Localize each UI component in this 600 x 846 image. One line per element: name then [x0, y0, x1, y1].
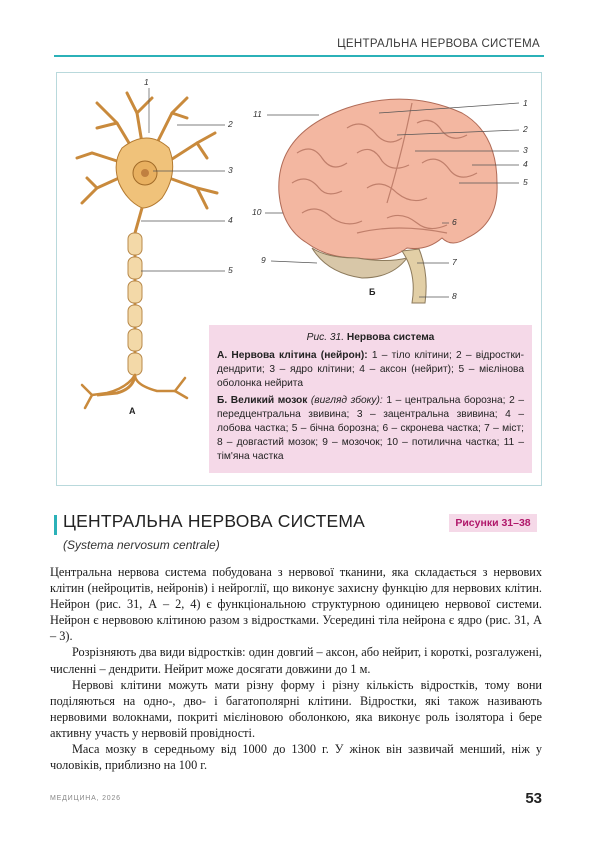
neuron-label-2: 2	[228, 119, 233, 129]
caption-part-b-text: 1 – центральна борозна; 2 – передцентральна звивина; 3 – зацентральна звивина; 4 – лобова частка; 5 – бічна борозна; 6 – скронева частка; 7 – міст; 8 – довгастий мозок; 9 – мозочок; 10 – потилична частка; 11 – тім'яна частка	[217, 395, 524, 462]
brain-label-3: 3	[523, 145, 528, 155]
page-number: 53	[525, 790, 542, 807]
neuron-label-1: 1	[144, 77, 149, 87]
section-latin-title: (Systema nervosum centrale)	[63, 538, 220, 552]
brain-label-5: 5	[523, 177, 528, 187]
brain-label-4: 4	[523, 159, 528, 169]
brain-label-6: 6	[452, 217, 457, 227]
paragraph-4: Маса мозку в середньому від 1000 до 1300 г. У жінок він зазвичай менший, ніж у чоловіків, приблизно на 100 г.	[50, 742, 542, 773]
caption-part-b-sub: (вигляд збоку):	[307, 395, 383, 406]
caption-part-a	[217, 349, 524, 391]
brain-illustration	[265, 99, 519, 303]
brain-letter: Б	[369, 287, 376, 297]
running-header: ЦЕНТРАЛЬНА НЕРВОВА СИСТЕМА	[337, 38, 540, 50]
neuron-illustration	[77, 88, 225, 408]
brain-label-7: 7	[452, 257, 457, 267]
paragraph-2: Розрізняють два види відростків: один довгий – аксон, або нейрит, і короткі, розгалужені, численні – дендрити. Нейрит може досягати довжини до 1 м.	[50, 645, 542, 676]
caption-title	[217, 331, 524, 345]
paragraph-3: Нервові клітини можуть мати різну форму і різну кількість відростків, тому вони поділяються на одно-, дво- і багатополярні клітини. Відростки, які також називають нервовими волокнами, покриті мієліновою оболонкою, яка виконує роль ізолятора і бере активну участь у нервовій провідності.	[50, 677, 542, 740]
figure-31	[56, 72, 542, 486]
figure-caption	[209, 325, 532, 473]
neuron-label-4: 4	[228, 215, 233, 225]
footer-publisher: МЕДИЦИНА, 2026	[50, 795, 121, 802]
section-title: ЦЕНТРАЛЬНА НЕРВОВА СИСТЕМА	[63, 511, 366, 531]
neuron-label-3: 3	[228, 165, 233, 175]
header-rule	[54, 55, 544, 57]
paragraph-1: Центральна нервова система побудована з нервової тканини, яка складається з нервових клітин (нейроцитів, нейронів) і нейроглії, що виконує захисну функцію для нервових клітин. Нейрон (рис. 31, А – 2, 4) є функціональною структурною одиницею нервової системи. Нейрон є нервовою клітиною разом з відростками. Усередині тіла нейрона є ядро (рис. 31, А – 3).	[50, 565, 542, 644]
figures-badge: Рисунки 31–38	[449, 514, 537, 532]
brain-label-11: 11	[253, 109, 262, 119]
body-text	[50, 564, 542, 773]
caption-part-a-title: А. Нервова клітина (нейрон):	[217, 350, 368, 361]
caption-fig-title: Нервова система	[346, 332, 435, 343]
brain-label-10: 10	[252, 207, 262, 217]
section-accent-bar	[54, 515, 57, 535]
caption-part-b-title: Б. Великий мозок	[217, 395, 308, 406]
brain-label-1: 1	[523, 98, 528, 108]
neuron-letter: А	[129, 406, 136, 416]
caption-part-b	[217, 394, 524, 464]
brain-label-9: 9	[261, 255, 266, 265]
neuron-label-5: 5	[228, 265, 233, 275]
caption-fig-number: Рис. 31.	[306, 332, 345, 343]
caption-part-a-text: 1 – тіло клітини; 2 – відростки-дендрити; 3 – ядро клітини; 4 – аксон (нейрит); 5 – мієлінова оболонка нейрита	[217, 350, 524, 389]
brain-label-2: 2	[523, 124, 528, 134]
brain-label-8: 8	[452, 291, 457, 301]
